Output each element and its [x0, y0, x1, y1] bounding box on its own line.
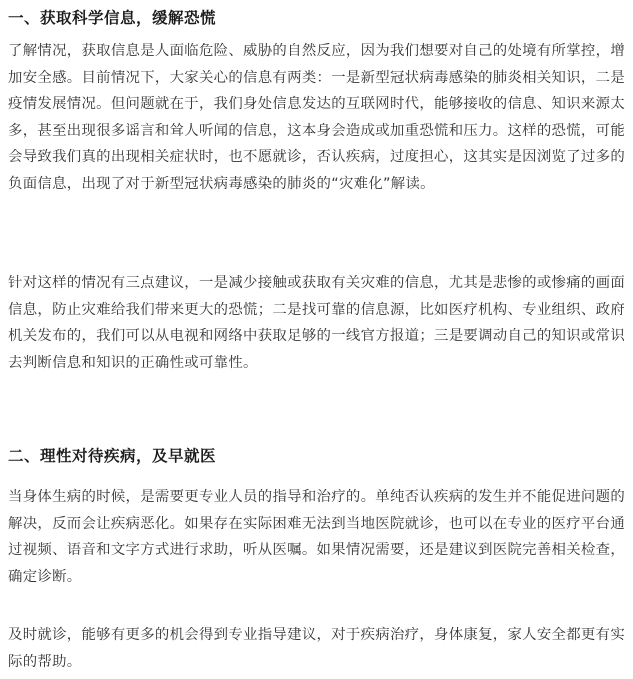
- section-heading-1: 一、获取科学信息，缓解恐慌: [8, 9, 217, 27]
- section-1-paragraph-2: 针对这样的情况有三点建议，一是减少接触或获取有关灾难的信息，尤其是悲惨的或惨痛的画面信息，防止灾难给我们带来更大的恐慌；二是找可靠的信息源，比如医疗机构、专业组织、政府机关发布的，我们可以从电视和网络中获取足够的一线官方报道；三是要调动自己的知识或常识去判断信息和知识的正确性或可靠性。: [8, 275, 626, 371]
- section-heading-2: 二、理性对待疾病，及早就医: [8, 447, 217, 465]
- section-2-paragraph-1: 当身体生病的时候，是需要更专业人员的指导和治疗的。单纯否认疾病的发生并不能促进问题的解决，反而会让疾病恶化。如果存在实际困难无法到当地医院就诊，也可以在专业的医疗平台通过视频、语音和文字方式进行求助，听从医嘱。如果情况需要，还是建议到医院完善相关检查，确定诊断。: [8, 489, 626, 585]
- section-2-paragraph-2: 及时就诊，能够有更多的机会得到专业指导建议，对于疾病治疗，身体康复，家人安全都更有实际的帮助。: [8, 627, 626, 670]
- section-1-paragraph-1: 了解情况，获取信息是人面临危险、威胁的自然反应，因为我们想要对自己的处境有所掌控，增加安全感。目前情况下，大家关心的信息有两类：一是新型冠状病毒感染的肺炎相关知识，二是疫情发展情况。但问题就在于，我们身处信息发达的互联网时代，能够接收的信息、知识来源太多，甚至出现很多谣言和耸人听闻的信息，这本身会造成或加重恐慌和压力。这样的恐慌，可能会导致我们真的出现相关症状时，也不愿就诊，否认疾病，过度担心，这其实是因浏览了过多的负面信息，出现了对于新型冠状病毒感染的肺炎的“灾难化”解读。: [8, 43, 626, 192]
